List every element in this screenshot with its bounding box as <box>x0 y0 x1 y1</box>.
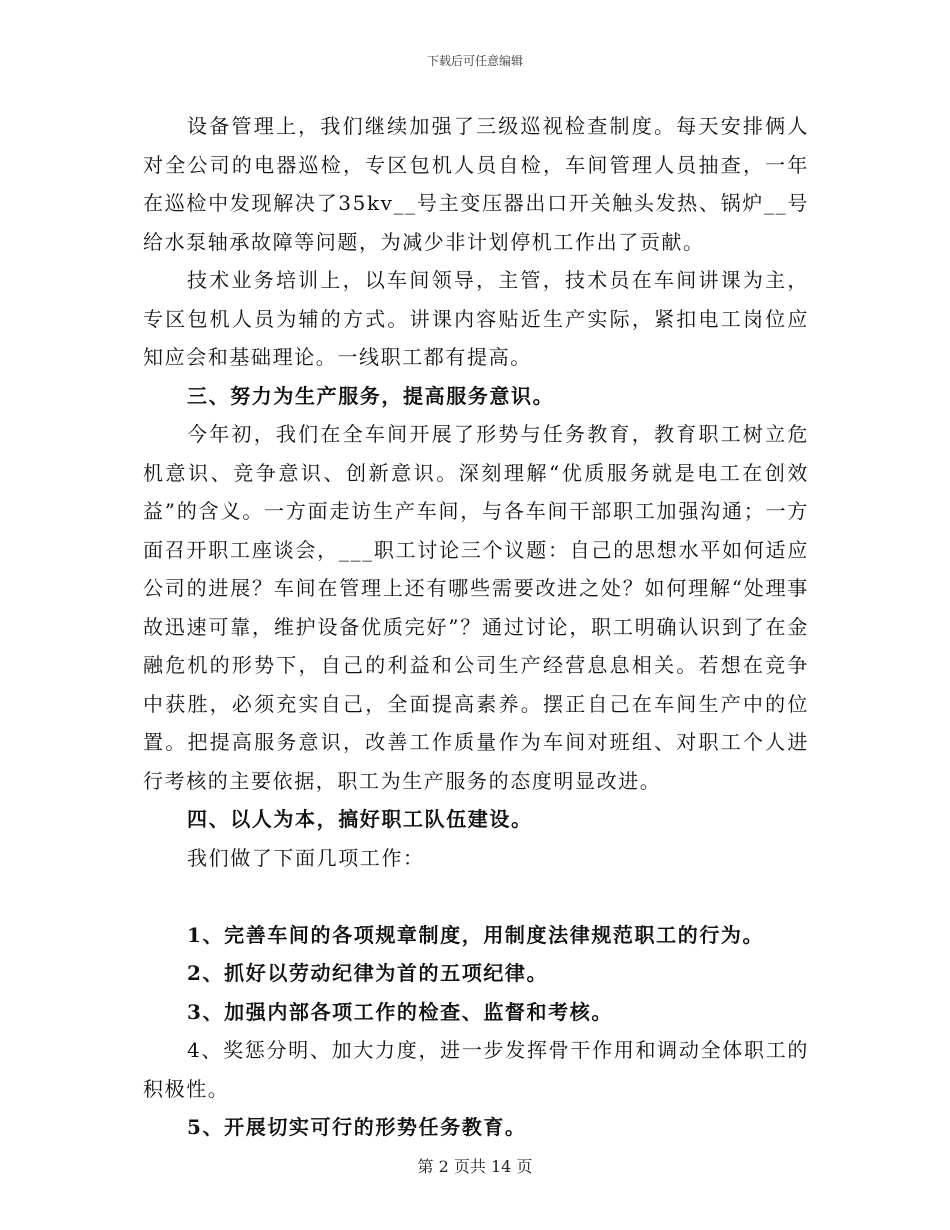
paragraph-service-awareness: 今年初，我们在全车间开展了形势与任务教育，教育职工树立危机意识、竞争意识、创新意识。深刻理解“优质服务就是电工在创效益”的含义。一方面走访生产车间，与各车间干部职工加强沟通；一方面召开职工座谈会，___职工讨论三个议题：自己的思想水平如何适应公司的进展？车间在管理上还有哪些需要改进之处？如何理解“处理事故迅速可靠，维护设备优质完好”？通过讨论，职工明确认识到了在金融危机的形势下，自己的利益和公司生产经营息息相关。若想在竞争中获胜，必须充实自己，全面提高素养。摆正自己在车间生产中的位置。把提高服务意识，改善工作质量作为车间对班组、对职工个人进行考核的主要依据，职工为生产服务的态度明显改进。 <box>143 422 809 793</box>
section-heading-3: 三、努力为生产服务，提高服务意识。 <box>187 383 555 408</box>
document-body <box>143 107 809 1147</box>
list-item-1: 1、完善车间的各项规章制度，用制度法律规范职工的行为。 <box>187 922 765 947</box>
section-heading-4: 四、以人为本，搞好职工队伍建设。 <box>187 807 533 831</box>
list-item-4: 4、奖惩分明、加大力度，进一步发挥骨干作用和调动全体职工的积极性。 <box>143 1038 809 1101</box>
paragraph-technical-training: 技术业务培训上，以车间领导，主管，技术员在车间讲课为主，专区包机人员为辅的方式。讲课内容贴近生产实际，紧扣电工岗位应知应会和基础理论。一线职工都有提高。 <box>143 268 809 369</box>
list-item-3: 3、加强内部各项工作的检查、监督和考核。 <box>187 999 613 1024</box>
paragraph-work-intro: 我们做了下面几项工作： <box>187 845 425 870</box>
list-item-5: 5、开展切实可行的形势任务教育。 <box>187 1115 527 1139</box>
page-footer: 第 2 页共 14 页 <box>417 1157 533 1176</box>
paragraph-equipment-management: 设备管理上，我们继续加强了三级巡视检查制度。每天安排俩人对全公司的电器巡检，专区包机人员自检，车间管理人员抽查，一年在巡检中发现解决了35kv__号主变压器出口开关触头发热、锅炉__号给水泵轴承故障等问题，为减少非计划停机工作出了贡献。 <box>143 114 809 254</box>
blank-line <box>143 877 809 916</box>
page-header: 下载后可任意编辑 <box>426 54 523 68</box>
list-item-2: 2、抓好以劳动纪律为首的五项纪律。 <box>187 961 549 985</box>
